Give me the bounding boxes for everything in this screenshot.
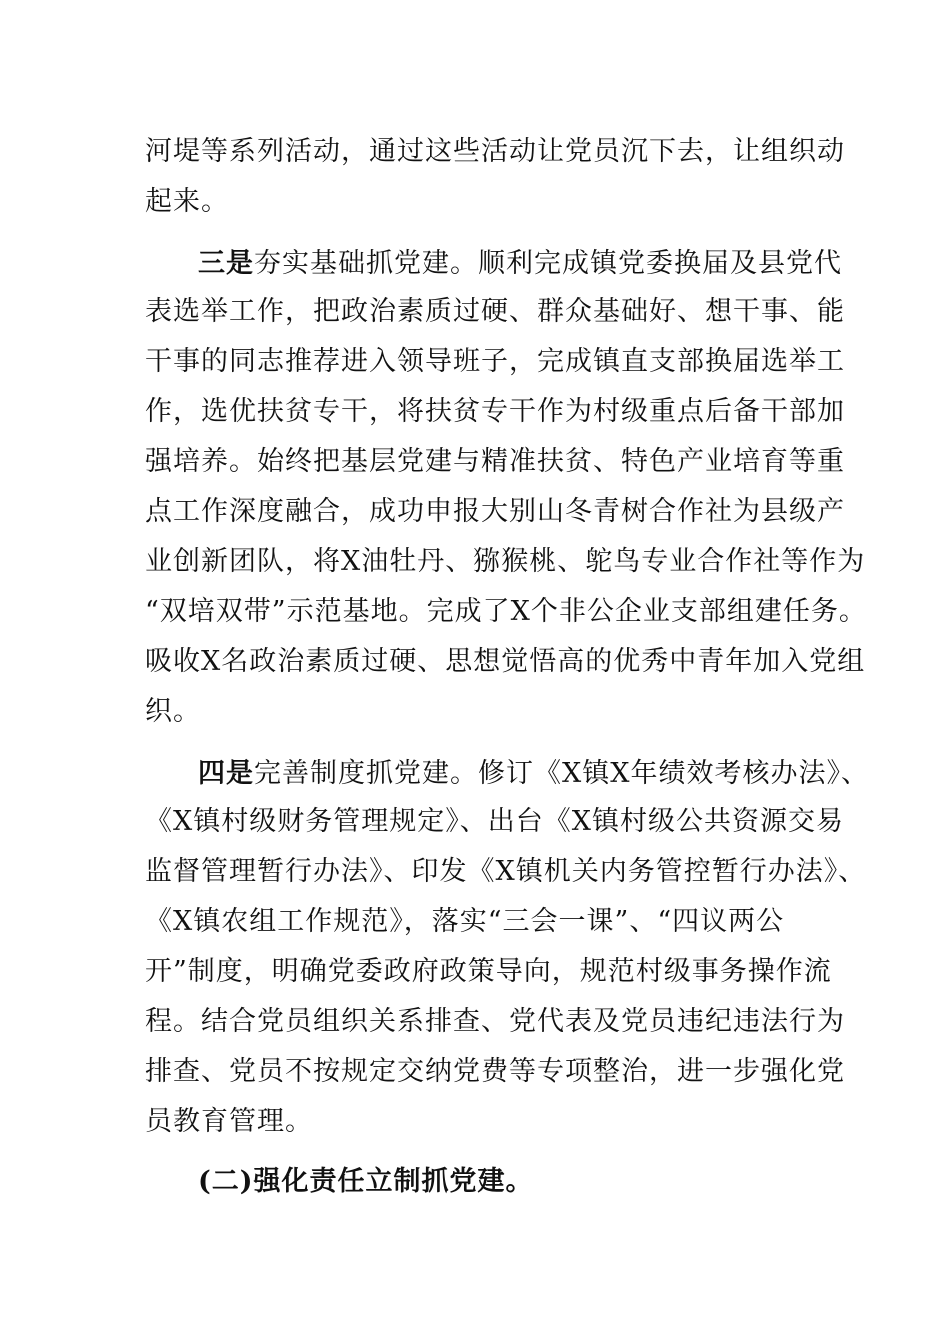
paragraph-line: 业创新团队，将X油牡丹、猕猴桃、鸵鸟专业合作社等作为 — [145, 546, 866, 577]
paragraph-line: 强培养。始终把基层党建与精准扶贫、特色产业培育等重 — [145, 446, 845, 477]
paragraph-lead: 四是 — [198, 758, 254, 789]
paragraph-line: 河堤等系列活动，通过这些活动让党员沉下去，让组织动 — [145, 136, 845, 167]
paragraph-line: 点工作深度融合，成功申报大别山冬青树合作社为县级产 — [145, 496, 845, 527]
paragraph-first-line — [198, 754, 869, 794]
paragraph-line: 排查、党员不按规定交纳党费等专项整治，进一步强化党 — [145, 1056, 845, 1087]
paragraph-line: 《X镇农组工作规范》，落实“三会一课”、“四议两公 — [145, 906, 785, 937]
paragraph-first-text: 完善制度抓党建。修订《X镇X年绩效考核办法》、 — [254, 758, 869, 789]
paragraph-first-line — [198, 244, 842, 284]
paragraph-line: 起来。 — [145, 186, 229, 217]
paragraph-line: “双培双带”示范基地。完成了X个非公企业支部组建任务。 — [145, 596, 867, 627]
paragraph-line: 织。 — [145, 696, 201, 727]
paragraph-line: 员教育管理。 — [145, 1106, 313, 1137]
paragraph-line: 开”制度，明确党委政府政策导向，规范村级事务操作流 — [145, 956, 832, 987]
paragraph-first-text: 夯实基础抓党建。顺利完成镇党委换届及县党代 — [254, 248, 842, 279]
paragraph-line: 表选举工作，把政治素质过硬、群众基础好、想干事、能 — [145, 296, 845, 327]
paragraph-line: 监督管理暂行办法》、印发《X镇机关内务管控暂行办法》、 — [145, 856, 867, 887]
paragraph-lead: 三是 — [198, 248, 254, 279]
paragraph-line: 《X镇村级财务管理规定》、出台《X镇村级公共资源交易 — [145, 806, 844, 837]
paragraph-line: 作，选优扶贫专干，将扶贫专干作为村级重点后备干部加 — [145, 396, 845, 427]
paragraph-line: 干事的同志推荐进入领导班子，完成镇直支部换届选举工 — [145, 346, 845, 377]
section-subheading: (二)强化责任立制抓党建。 — [198, 1166, 534, 1197]
paragraph-line: 吸收X名政治素质过硬、思想觉悟高的优秀中青年加入党组 — [145, 646, 866, 677]
paragraph-line: 程。结合党员组织关系排查、党代表及党员违纪违法行为 — [145, 1006, 845, 1037]
